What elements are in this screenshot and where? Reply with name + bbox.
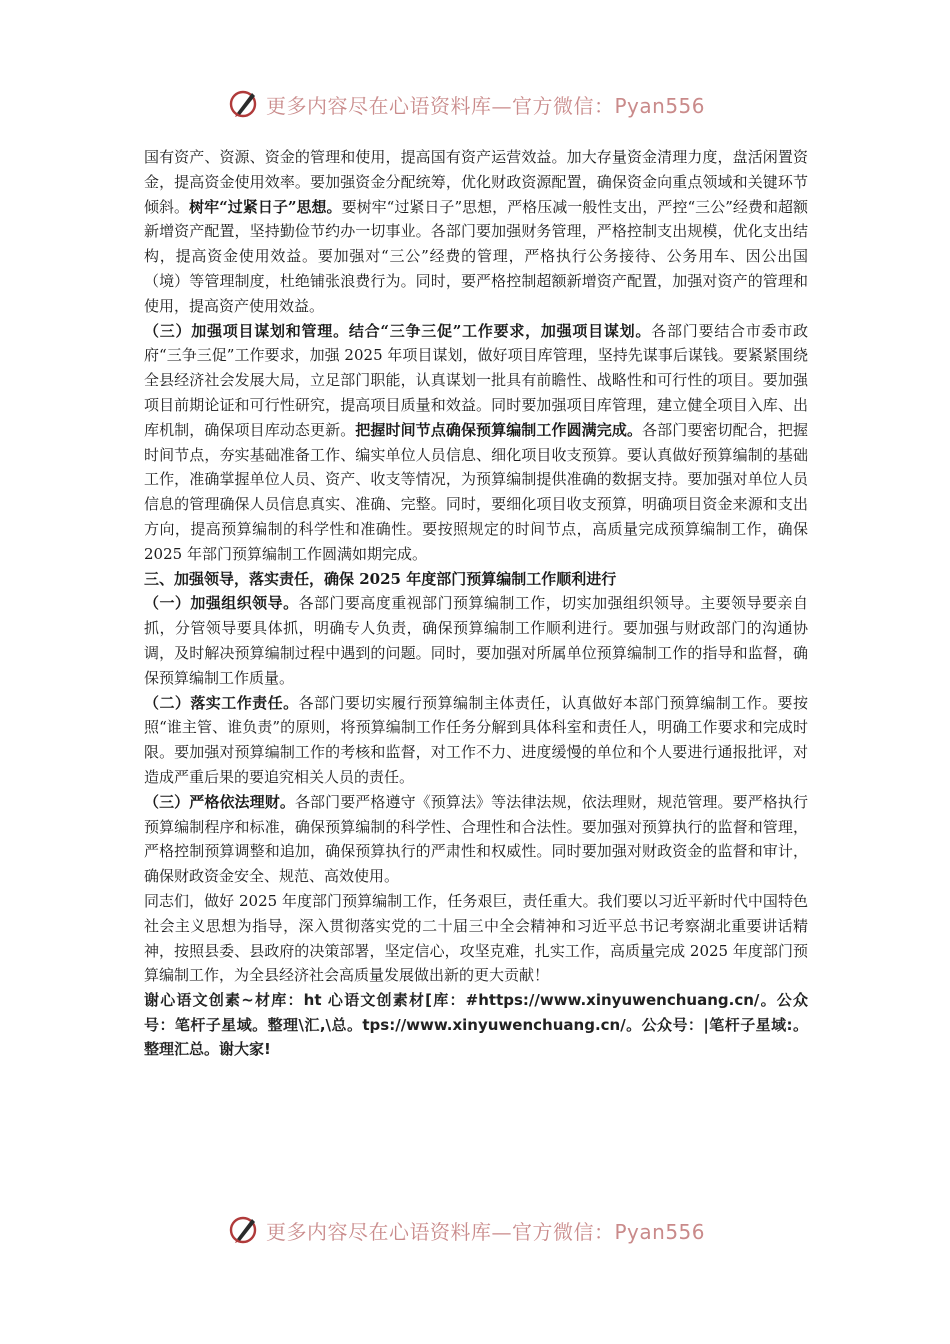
footer-note: 谢心语文创素~材库：ht 心语文创素材[库：#https://www.xinyuwenchuang.cn/。公众号：笔杆子星域。整理\汇,\总。tps://www.xinyuwenchuang.cn/。公众号：|笔杆子星域:。整理汇总。谢大家! (144, 991, 808, 1059)
header-banner (228, 84, 728, 124)
quill-logo-icon (228, 1214, 260, 1246)
banner-handle: Pyan556 (614, 1219, 706, 1244)
banner-text: 更多内容尽在心语资料库—官方微信：Pyan556 (266, 1219, 706, 1244)
banner-handle: Pyan556 (614, 93, 706, 118)
closing-paragraph: 同志们，做好 2025 年度部门预算编制工作，任务艰巨，责任重大。我们要以习近平新时代中国特色社会主义思想为指导，深入贯彻落实党的二十届三中全会精神和习近平总书记考察湖北重要讲话精神，按照县委、县政府的决策部署，坚定信心，攻坚克难，扎实工作，高质量完成 2025 年度部门预算编制工作，为全县经济社会高质量发展做出新的更大贡献！ (144, 891, 808, 985)
paragraph: （三）加强项目谋划和管理。结合“三争三促”工作要求，加强项目谋划。各部门要结合市委市政府“三争三促”工作要求，加强 2025 年项目谋划，做好项目库管理，坚持先谋事后谋钱。要紧紧围绕全县经济社会发展大局，立足部门职能，认真谋划一批具有前瞻性、战略性和可行性的项目。要加强项目前期论证和可行性研究，提高项目质量和效益。同时要加强项目库管理，建立健全项目入库、出库机制，确保项目库动态更新。把握时间节点确保预算编制工作圆满完成。各部门要密切配合，把握时间节点，夯实基础准备工作、编实单位人员信息、细化项目收支预算。要认真做好预算编制的基础工作，准确掌握单位人员、资产、收支等情况，为预算编制提供准确的数据支持。要加强对单位人员信息的管理确保人员信息真实、准确、完整。同时，要细化项目收支预算，明确项目资金来源和支出方向，提高预算编制的科学性和准确性。要按照规定的时间节点，高质量完成预算编制工作，确保 2025 年部门预算编制工作圆满如期完成。 (144, 321, 808, 563)
paragraph: （三）严格依法理财。各部门要严格遵守《预算法》等法律法规，依法理财，规范管理。要严格执行预算编制程序和标准，确保预算编制的科学性、合理性和合法性。要加强对预算执行的监督和管理，严格控制预算调整和追加，确保预算执行的严肃性和权威性。同时要加强对财政资金的监督和审计，确保财政资金安全、规范、高效使用。 (144, 792, 808, 886)
paragraph: （二）落实工作责任。各部门要切实履行预算编制主体责任，认真做好本部门预算编制工作。要按照“谁主管、谁负责”的原则，将预算编制工作任务分解到具体科室和责任人，明确工作要求和完成时限。要加强对预算编制工作的考核和监督，对工作不力、进度缓慢的单位和个人要进行通报批评，对造成严重后果的要追究相关人员的责任。 (144, 693, 808, 786)
paragraph: 国有资产、资源、资金的管理和使用，提高国有资产运营效益。加大存量资金清理力度，盘活闲置资金，提高资金使用效率。要加强资金分配统筹，优化财政资源配置，确保资金向重点领域和关键环节倾斜。树牢“过紧日子”思想。要树牢“过紧日子”思想，严格压减一般性支出，严控“三公”经费和超额新增资产配置，坚持勤俭节约办一切事业。各部门要加强财务管理，严格控制支出规模，优化支出结构，提高资金使用效益。要加强对“三公”经费的管理，严格执行公务接待、公务用车、因公出国（境）等管理制度，杜绝铺张浪费行为。同时，要严格控制超额新增资产配置，加强对资产的管理和使用，提高资产使用效益。 (144, 148, 808, 315)
banner-text: 更多内容尽在心语资料库—官方微信：Pyan556 (266, 93, 706, 118)
section-heading: 三、加强领导，落实责任，确保 2025 年度部门预算编制工作顺利进行 (144, 569, 617, 588)
document-body (144, 145, 808, 1062)
footer-banner (228, 1210, 728, 1250)
paragraph: （一）加强组织领导。各部门要高度重视部门预算编制工作，切实加强组织领导。主要领导要亲自抓，分管领导要具体抓，明确专人负责，确保预算编制工作顺利进行。要加强与财政部门的沟通协调，及时解决预算编制过程中遇到的问题。同时，要加强对所属单位预算编制工作的指导和监督，确保预算编制工作质量。 (144, 594, 808, 687)
quill-logo-icon (228, 88, 260, 120)
